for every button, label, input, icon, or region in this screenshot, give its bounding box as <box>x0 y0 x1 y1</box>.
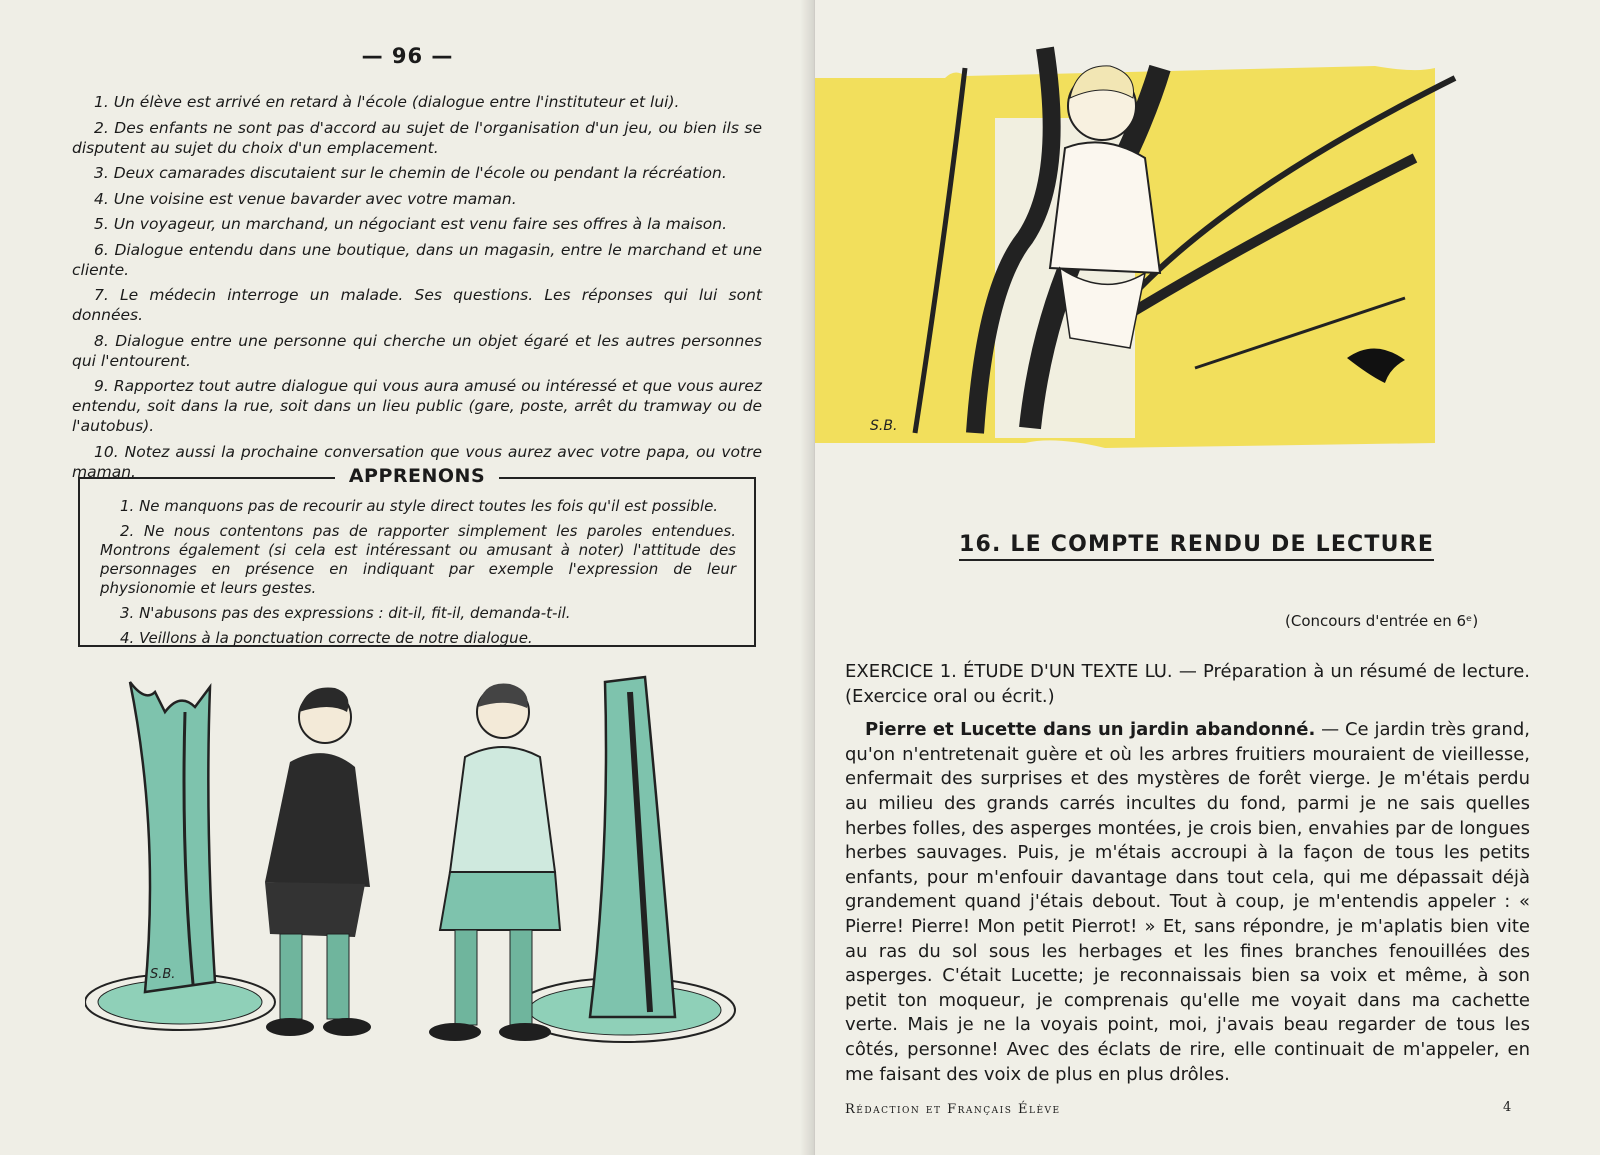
exercise-block <box>845 660 1530 1096</box>
illustration-signature: S.B. <box>870 418 898 434</box>
apprenons-item: 2. Ne nous contentons pas de rapporter simplement les paroles entendues. Montrons également (si cela est intéressant ou amusant à noter) l'attitude des personnages en présence en indiquant par exemple l'expression de leur physionomie et leurs gestes. <box>100 522 736 597</box>
page-footer: Rédaction et Français Élève <box>845 1102 1061 1117</box>
exercise-list <box>72 92 762 487</box>
chapter-title: 16. LE COMPTE RENDU DE LECTURE <box>959 532 1434 561</box>
page-number: — 96 — <box>361 44 454 68</box>
apprenons-box <box>78 465 756 647</box>
exercise-item: 8. Dialogue entre une personne qui cherche un objet égaré et les autres personnes qui l'entourent. <box>72 331 762 370</box>
right-page <box>815 0 1600 1155</box>
exercise-heading-paragraph <box>845 660 1530 709</box>
exercise-item: 7. Le médecin interroge un malade. Ses questions. Les réponses qui lui sont données. <box>72 286 762 324</box>
apprenons-title: APPRENONS <box>335 465 499 487</box>
boys-talking-illustration <box>85 672 765 1072</box>
exercise-item: 6. Dialogue entendu dans une boutique, dans un magasin, entre le marchand et une cliente. <box>72 240 762 279</box>
exercise-item: 9. Rapportez tout autre dialogue qui vous aura amusé ou intéressé et que vous aurez entendu, soit dans la rue, soit dans un lieu public (gare, poste, arrêt du tramway ou de l'autobus). <box>72 377 762 435</box>
exercise-item: 1. Un élève est arrivé en retard à l'école (dialogue entre l'instituteur et lui). <box>94 93 680 111</box>
reading-body: — Ce jardin très grand, qu'on n'entretenait guère et où les arbres fruitiers mouraient de vieillesse, enfermait des surprises et des mystères de forêt vierge. Je m'étais perdu au milieu des grands carrés incultes du fond, parmi je ne sais quelles herbes folles, des asperges montées, je crois bien, envahies par de longues herbes sauvages. Puis, je m'étais accroupi à la façon de tous les petits enfants, pour m'enfouir davantage dans tout cela, qui me dépassait déjà grandement quand j'étais debout. Tout à coup, je m'entendis appeler : « Pierre! Pierre! Mon petit Pierrot! » Et, sans répondre, je m'aplatis bien vite au ras du sol sous les herbages et les fines branches fenouillées des asperges. C'était Lucette; je reconnaissais bien sa voix et même, à son petit ton moqueur, je comprenais qu'elle me voyait dans ma cachette verte. Mais je ne la voyais point, moi, j'avais beau regarder de tous les côtés, personne! Avec des éclats de rire, elle continuait de m'appeler, en me faisant des voix de plus en plus drôles. <box>845 719 1530 1085</box>
exercise-item: 5. Un voyageur, un marchand, un négociant est venu faire ses offres à la maison. <box>94 215 728 233</box>
exercise-heading: EXERCICE 1. ÉTUDE D'UN TEXTE LU. <box>845 661 1173 682</box>
apprenons-item: 3. N'abusons pas des expressions : dit-il, fit-il, demanda-t-il. <box>120 604 571 622</box>
footer-page-number: 4 <box>1503 1100 1512 1115</box>
apprenons-list <box>100 497 736 654</box>
chapter-subtitle: (Concours d'entrée en 6ᵉ) <box>1285 612 1479 630</box>
girl-in-tree-illustration <box>815 38 1600 458</box>
reading-text <box>845 718 1530 1087</box>
apprenons-item: 1. Ne manquons pas de recourir au style direct toutes les fois qu'il est possible. <box>120 497 719 515</box>
exercise-item: 10. Notez aussi la prochaine conversation que vous aurez avec votre papa, ou votre maman. <box>72 442 762 481</box>
reading-title: Pierre et Lucette dans un jardin abandonné. <box>865 719 1316 741</box>
exercise-item: 2. Des enfants ne sont pas d'accord au sujet de l'organisation d'un jeu, ou bien ils se disputent au sujet du choix d'un emplacement. <box>72 118 762 157</box>
illustration-signature: S.B. <box>150 967 176 982</box>
exercise-item: 3. Deux camarades discutaient sur le chemin de l'école ou pendant la récréation. <box>94 164 727 182</box>
exercise-item: 4. Une voisine est venue bavarder avec votre maman. <box>94 189 517 208</box>
exercise-intro: — Préparation à un résumé de lecture. (Exercice oral ou écrit.) <box>845 661 1531 707</box>
apprenons-item: 4. Veillons à la ponctuation correcte de notre dialogue. <box>120 629 533 647</box>
